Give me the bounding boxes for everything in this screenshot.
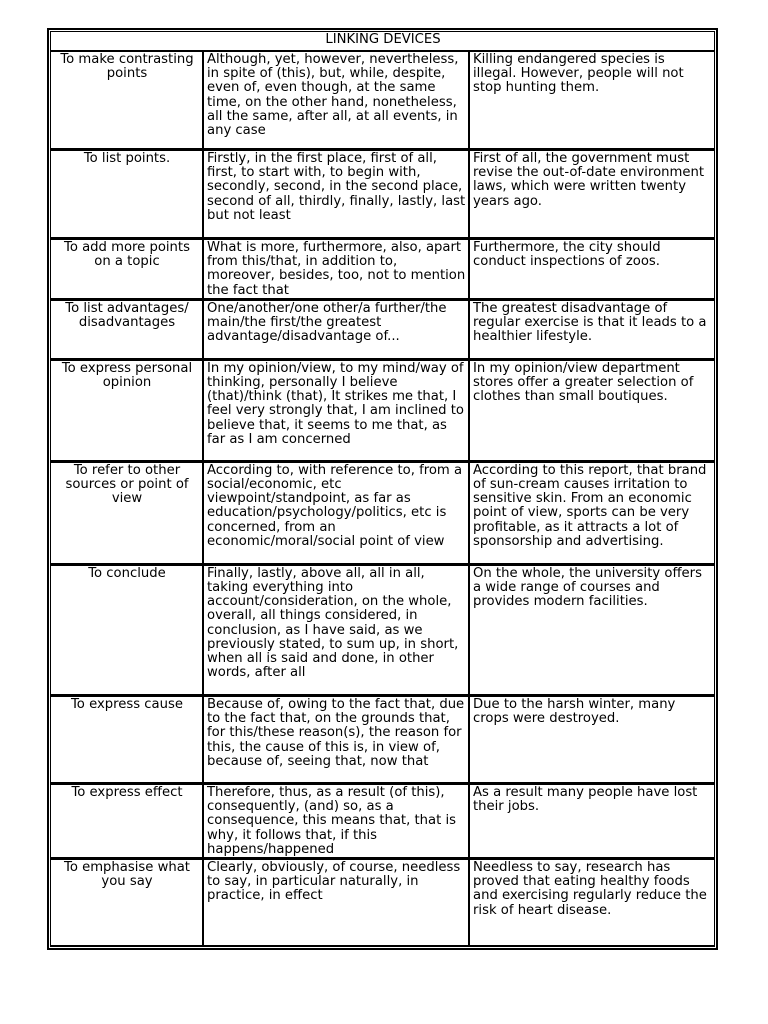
table-row: [50, 150, 715, 239]
example-cell: On the whole, the university offers a wide range of courses and provides modern facilities.: [469, 565, 715, 696]
example-cell: Needless to say, research has proved that eating healthy foods and exercising regularly reduce the risk of heart disease.: [469, 859, 715, 947]
devices-cell: Therefore, thus, as a result (of this), consequently, (and) so, as a consequence, this means that, that is why, it follows that, if this happens/happened: [203, 784, 469, 859]
devices-cell: In my opinion/view, to my mind/way of thinking, personally I believe (that)/think (that), It strikes me that, I feel very strongly that, I am inclined to believe that, it seems to me that, as far as I am concerned: [203, 360, 469, 462]
table-row: [50, 784, 715, 859]
devices-cell: Clearly, obviously, of course, needless to say, in particular naturally, in practice, in effect: [203, 859, 469, 947]
function-cell: To express cause: [50, 696, 203, 784]
example-cell: In my opinion/view department stores offer a greater selection of clothes than small boutiques.: [469, 360, 715, 462]
table-row: [50, 239, 715, 300]
devices-cell: What is more, furthermore, also, apart from this/that, in addition to, moreover, besides, too, not to mention the fact that: [203, 239, 469, 300]
example-cell: Killing endangered species is illegal. However, people will not stop hunting them.: [469, 51, 715, 150]
function-cell: To list advantages/ disadvantages: [50, 300, 203, 360]
linking-devices-sheet: [47, 28, 718, 950]
devices-cell: Finally, lastly, above all, all in all, taking everything into account/consideration, on the whole, overall, all things considered, in conclusion, as I have said, as we previously stated, to sum up, in short, when all is said and done, in other words, after all: [203, 565, 469, 696]
title-row: [50, 31, 715, 51]
devices-cell: Because of, owing to the fact that, due to the fact that, on the grounds that, for this/these reason(s), the reason for this, the cause of this is, in view of, because of, seeing that, now that: [203, 696, 469, 784]
function-cell: To express personal opinion: [50, 360, 203, 462]
devices-cell: According to, with reference to, from a social/economic, etc viewpoint/standpoint, as far as education/psychology/politics, etc is concerned, from an economic/moral/social point of view: [203, 462, 469, 565]
example-cell: The greatest disadvantage of regular exercise is that it leads to a healthier lifestyle.: [469, 300, 715, 360]
table-row: [50, 360, 715, 462]
example-cell: Due to the harsh winter, many crops were destroyed.: [469, 696, 715, 784]
table-row: [50, 696, 715, 784]
devices-cell: Firstly, in the first place, first of all, first, to start with, to begin with, secondly, second, in the second place, second of all, thirdly, finally, lastly, last but not least: [203, 150, 469, 239]
linking-devices-table: [50, 31, 715, 947]
example-cell: First of all, the government must revise the out-of-date environment laws, which were written twenty years ago.: [469, 150, 715, 239]
function-cell: To make contrasting points: [50, 51, 203, 150]
function-cell: To add more points on a topic: [50, 239, 203, 300]
devices-cell: Although, yet, however, nevertheless, in spite of (this), but, while, despite, even of, even though, at the same time, on the other hand, nonetheless, all the same, after all, at all events, in any case: [203, 51, 469, 150]
function-cell: To express effect: [50, 784, 203, 859]
table-row: [50, 51, 715, 150]
example-cell: According to this report, that brand of sun-cream causes irritation to sensitive skin. From an economic point of view, sports can be very profitable, as it attracts a lot of sponsorship and advertising.: [469, 462, 715, 565]
function-cell: To list points.: [50, 150, 203, 239]
function-cell: To emphasise what you say: [50, 859, 203, 947]
example-cell: Furthermore, the city should conduct inspections of zoos.: [469, 239, 715, 300]
example-cell: As a result many people have lost their jobs.: [469, 784, 715, 859]
document-title: LINKING DEVICES: [50, 31, 715, 51]
table-row: [50, 300, 715, 360]
function-cell: To refer to other sources or point of view: [50, 462, 203, 565]
table-row: [50, 565, 715, 696]
devices-cell: One/another/one other/a further/the main/the first/the greatest advantage/disadvantage of...: [203, 300, 469, 360]
function-cell: To conclude: [50, 565, 203, 696]
table-row: [50, 859, 715, 947]
table-row: [50, 462, 715, 565]
